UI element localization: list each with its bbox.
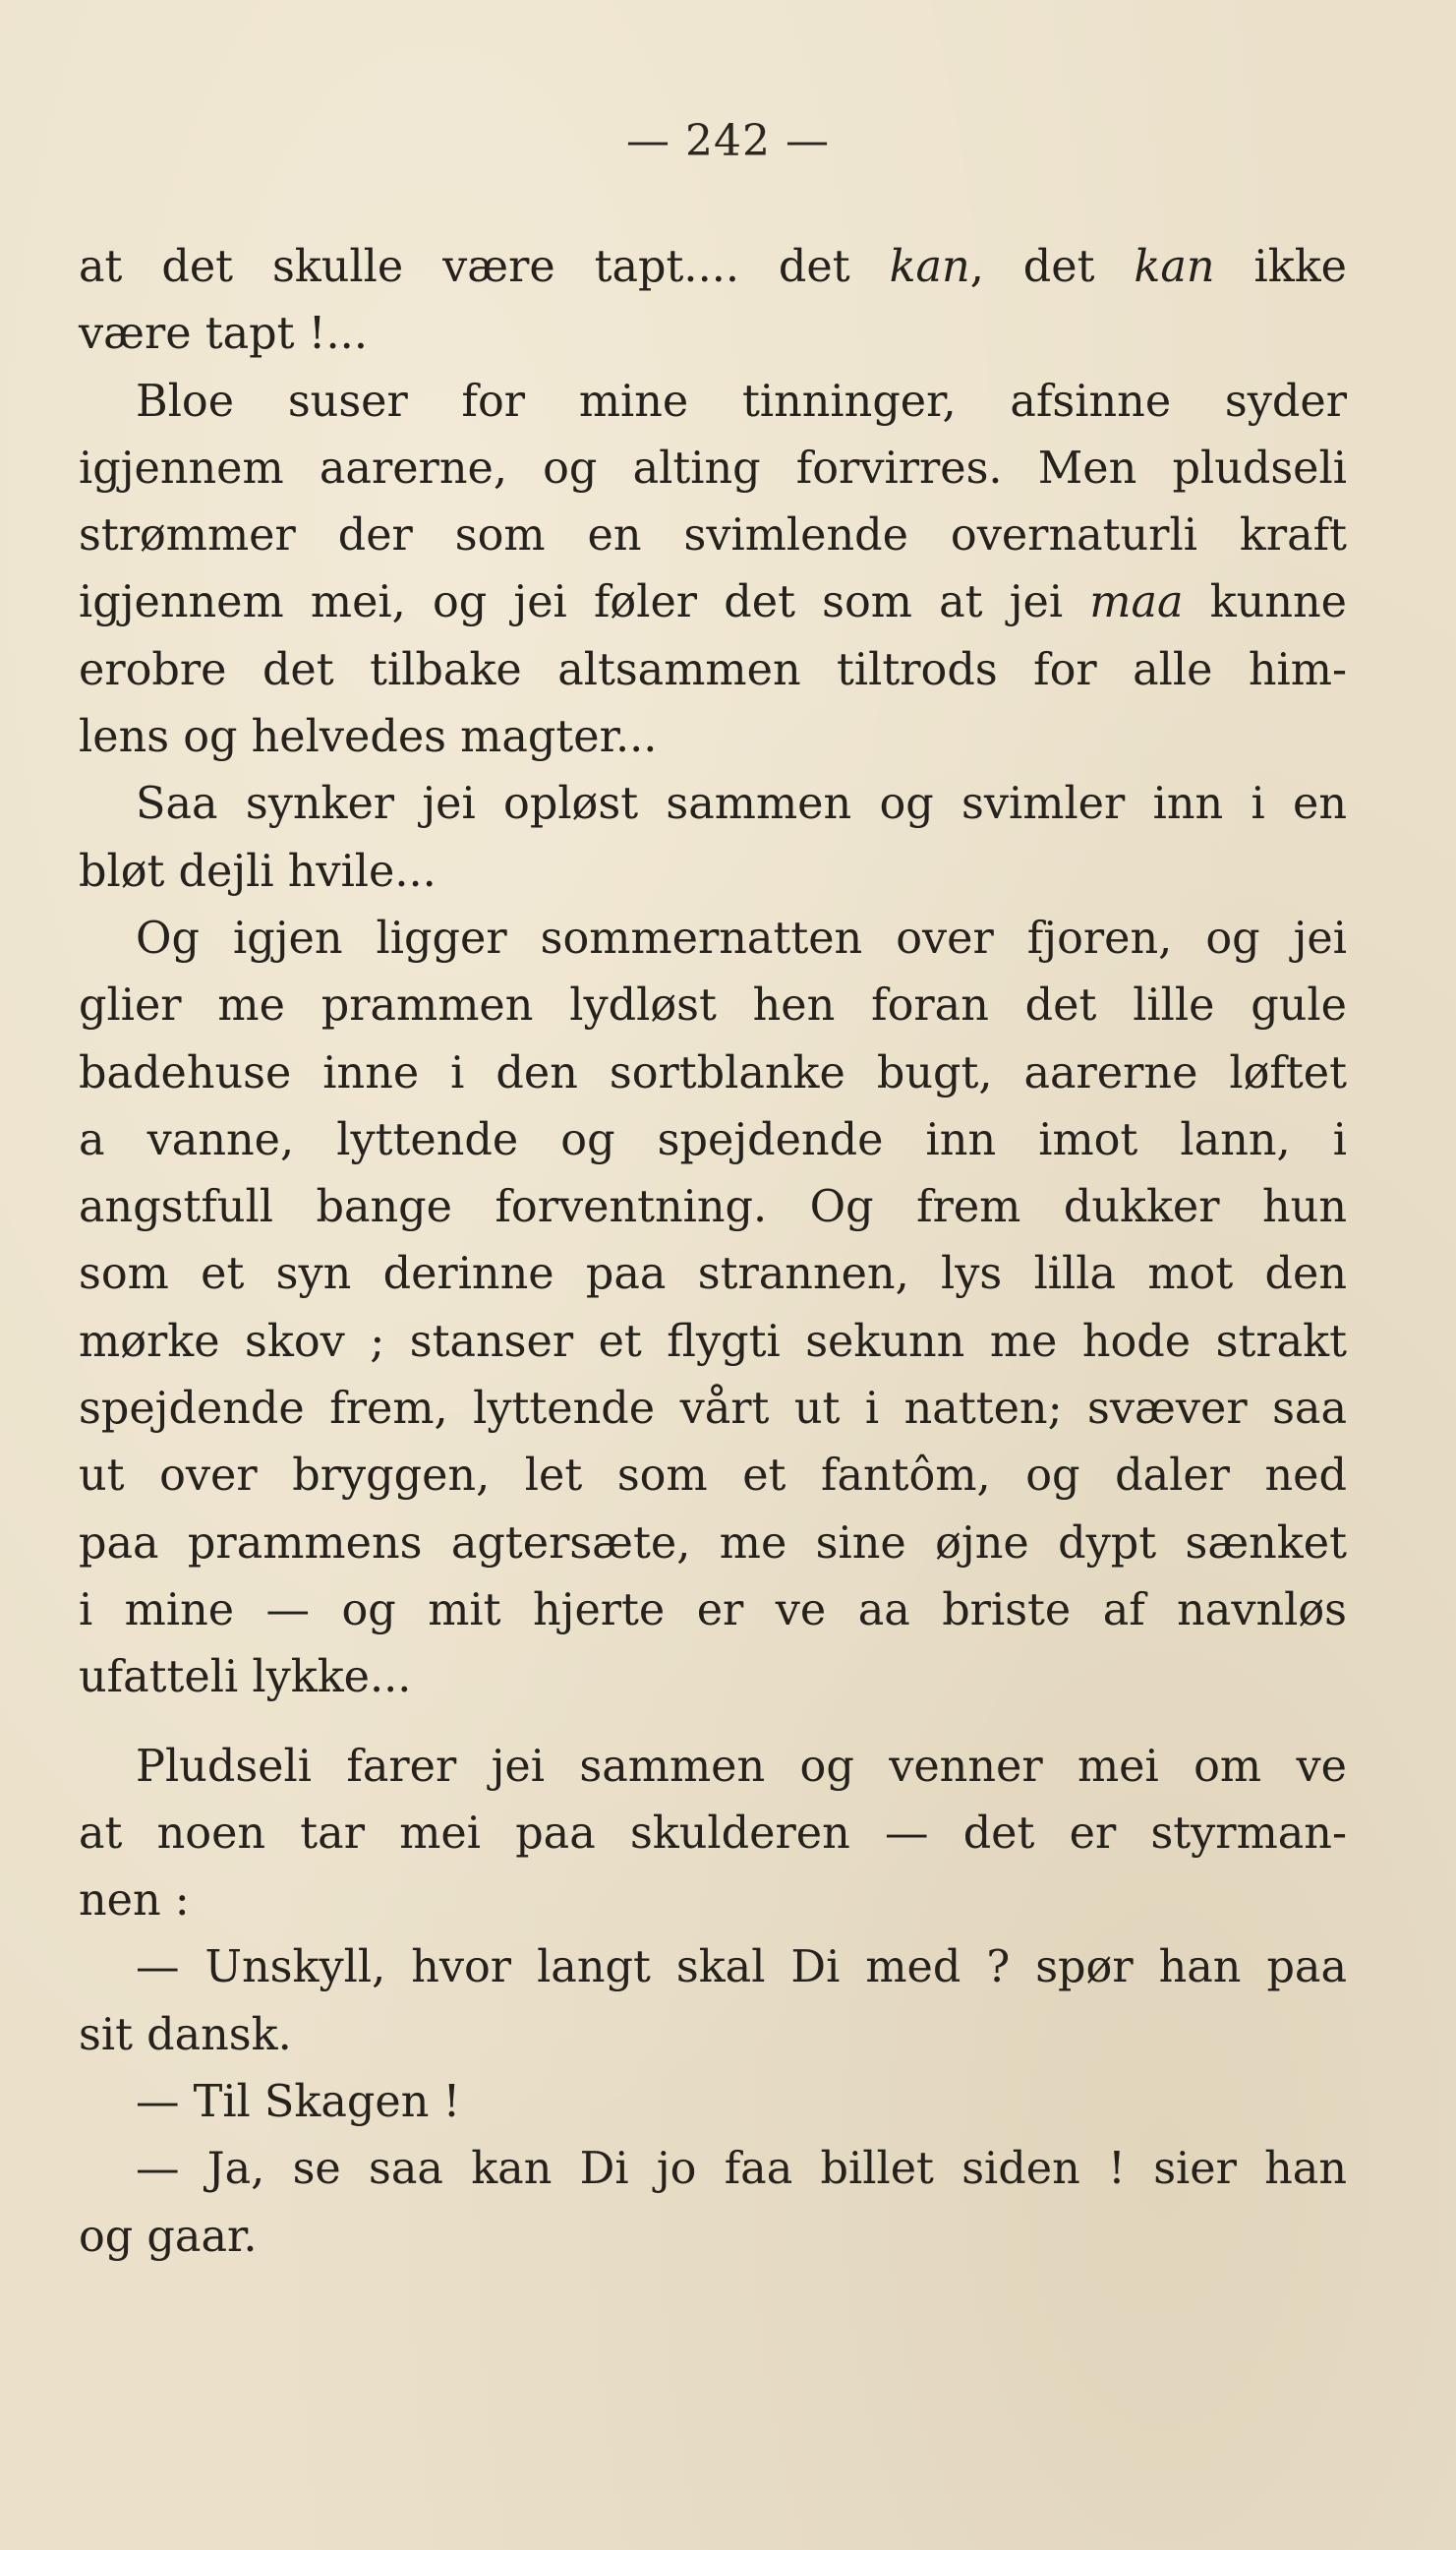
text-line: være tapt !... xyxy=(79,309,368,360)
emphasis: maa xyxy=(1089,577,1184,628)
text-line: badehuse inne i den sortblanke bugt, aarerne løftet xyxy=(79,1047,1347,1098)
text-line: mørke skov ; stanser et flygti sekunn me hode strakt xyxy=(79,1316,1347,1367)
text-line: at det skulle være tapt.... det kan, det kan ikke xyxy=(79,242,1347,292)
text-line: strømmer der som en svimlende overnaturli kraft xyxy=(79,510,1347,562)
text-line: — Til Skagen ! xyxy=(136,2077,461,2128)
text-line: angstfull bange forventning. Og frem dukker hun xyxy=(79,1182,1347,1233)
text-line: Saa synker jei opløst sammen og svimler inn i en xyxy=(136,779,1347,830)
text-line: lens og helvedes magter... xyxy=(79,712,658,763)
text-line: igjennem mei, og jei føler det som at jei maa kunne xyxy=(79,577,1347,628)
emphasis: kan xyxy=(1134,242,1215,292)
text-line: a vanne, lyttende og spejdende inn imot lann, i xyxy=(79,1114,1347,1165)
text-line: bløt dejli hvile... xyxy=(79,846,437,897)
text-line: i mine — og mit hjerte er ve aa briste af navnløs xyxy=(79,1584,1347,1635)
text-line: ufatteli lykke... xyxy=(79,1652,412,1703)
text-line: nen : xyxy=(79,1875,190,1927)
text-line: Bloe suser for mine tinninger, afsinne syder xyxy=(136,376,1347,427)
text-line: spejdende frem, lyttende vårt ut i natten; svæver saa xyxy=(79,1384,1347,1435)
text-line: og gaar. xyxy=(79,2211,258,2262)
text-line: ut over bryggen, let som et fantôm, og daler ned xyxy=(79,1451,1347,1502)
text-line: — Unskyll, hvor langt skal Di med ? spør han paa xyxy=(136,1942,1347,1993)
paragraph-gap xyxy=(79,1712,1347,1734)
emphasis: kan xyxy=(889,242,970,292)
text-line: sit dansk. xyxy=(79,2009,292,2060)
text-line: Pludseli farer jei sammen og venner mei om ve xyxy=(136,1741,1347,1792)
text-line: erobre det tilbake altsammen tiltrods for alle him- xyxy=(79,644,1347,695)
page-number: — 242 — xyxy=(626,116,830,166)
text-line: glier me prammen lydløst hen foran det lille gule xyxy=(79,980,1347,1032)
text-line: Og igjen ligger sommernatten over fjoren, og jei xyxy=(136,913,1347,964)
text-line: paa prammens agtersæte, me sine øjne dypt sænket xyxy=(79,1517,1347,1569)
text-line: som et syn derinne paa strannen, lys lilla mot den xyxy=(79,1249,1347,1300)
text-line: igjennem aarerne, og alting forvirres. Men pludseli xyxy=(79,443,1347,494)
text-line: at noen tar mei paa skulderen — det er styrman- xyxy=(79,1808,1347,1859)
text-line: — Ja, se saa kan Di jo faa billet siden ! sier han xyxy=(136,2144,1347,2195)
body-text xyxy=(79,234,1347,2271)
